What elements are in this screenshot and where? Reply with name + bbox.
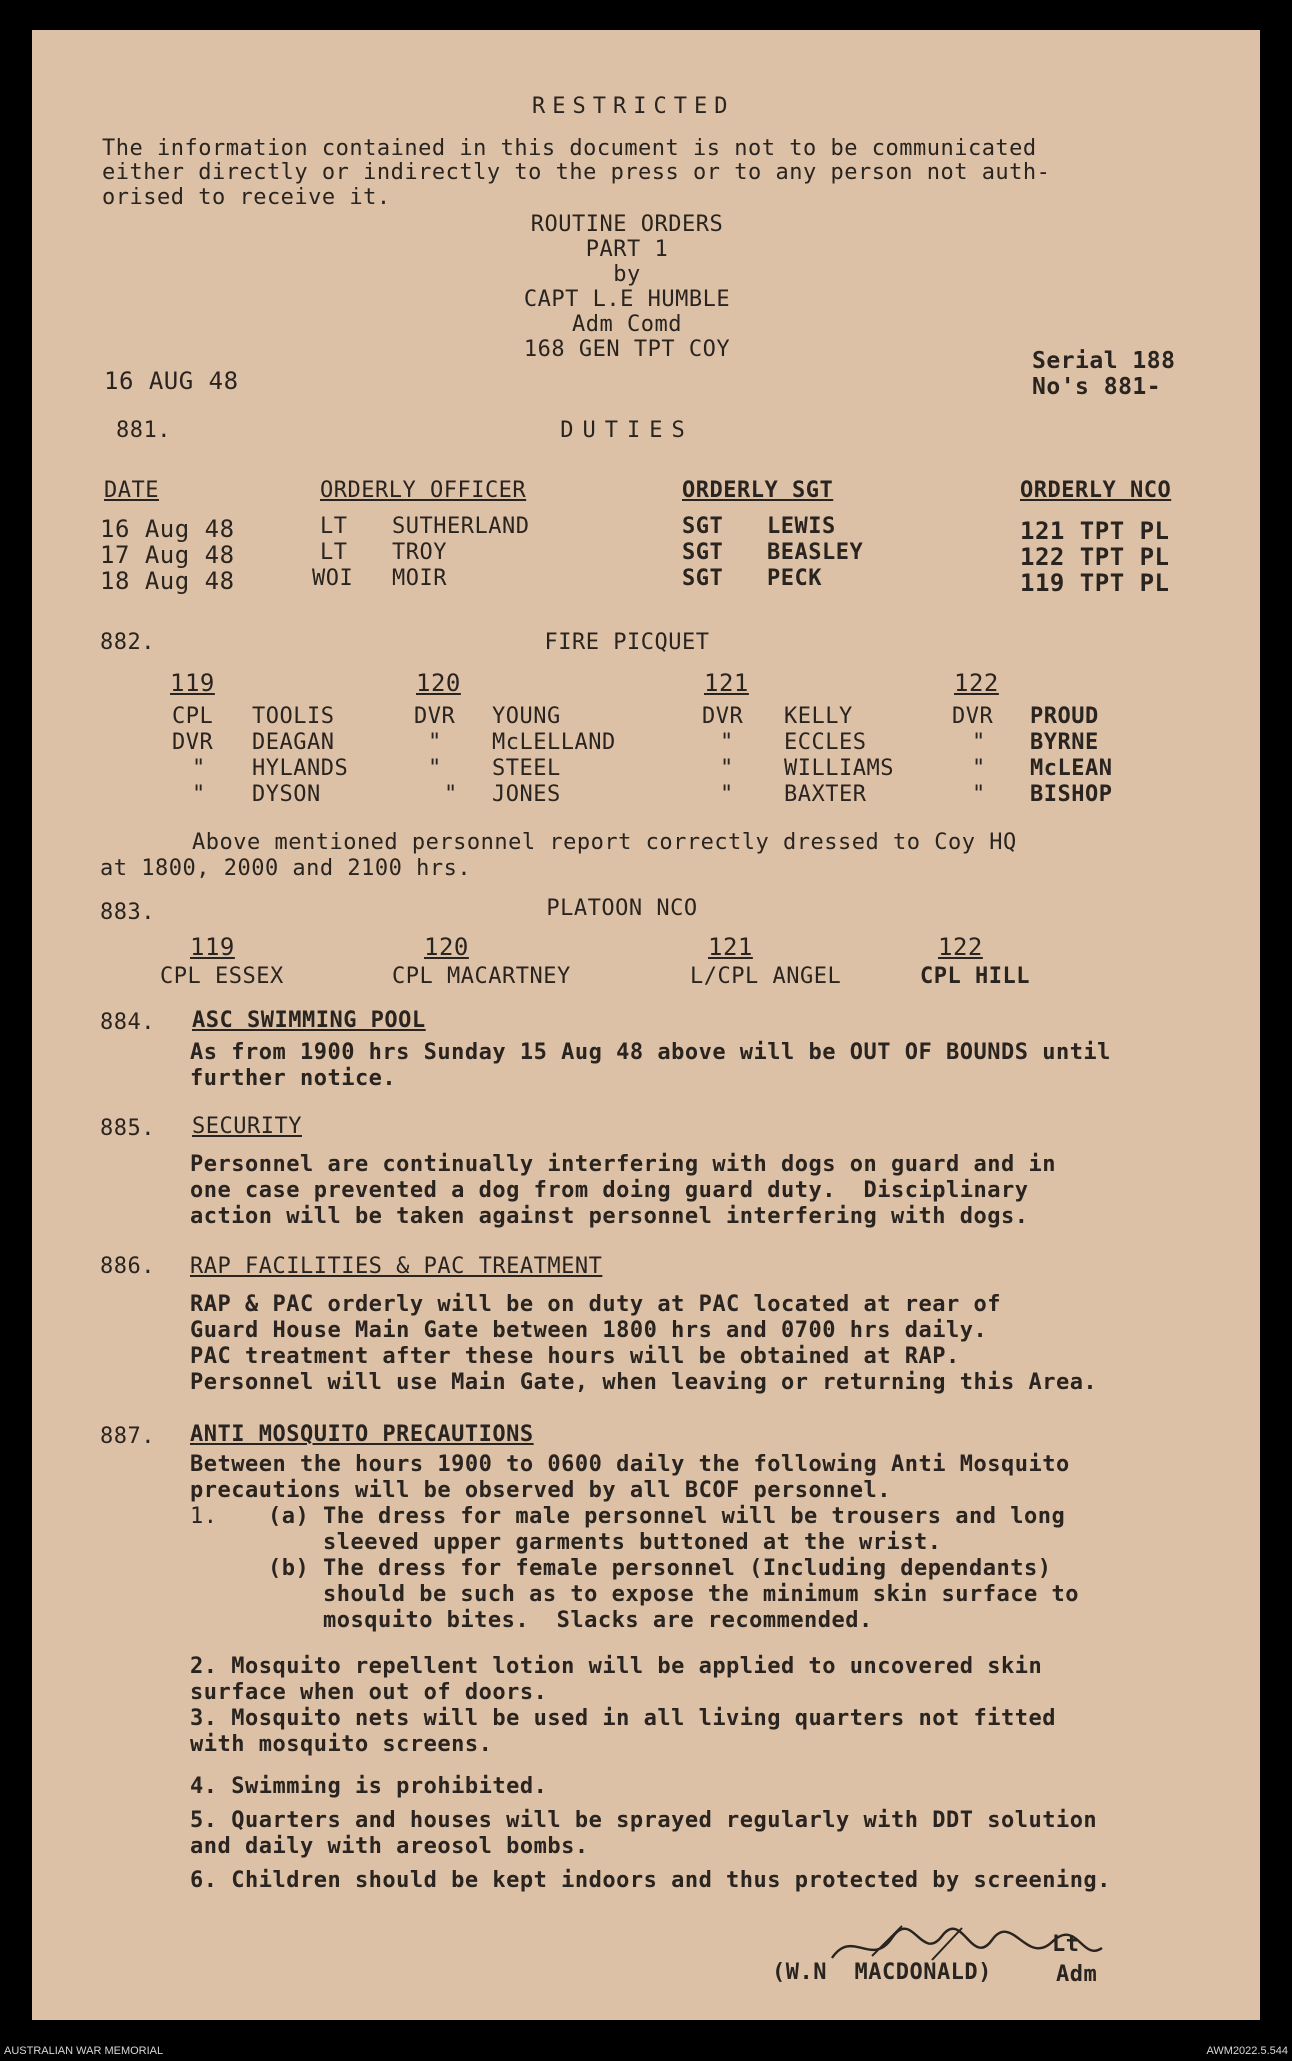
- picquet-row-4-rank-121: ": [720, 782, 734, 807]
- picquet-row-2-rank-119: DVR: [172, 730, 214, 755]
- section-heading-platoon-nco: PLATOON NCO: [546, 896, 698, 921]
- section-number-884: 884.: [100, 1010, 155, 1035]
- picquet-row-1-name-122: PROUD: [1030, 704, 1099, 729]
- picquet-row-2-name-122: BYRNE: [1030, 730, 1099, 755]
- nco-platoon-122: 122: [938, 933, 983, 961]
- picquet-row-1-name-119: TOOLIS: [252, 704, 335, 729]
- section-number-883: 883.: [100, 900, 155, 925]
- duties-col-nco: ORDERLY NCO: [1020, 478, 1172, 503]
- duties-row-2-date: 17 Aug 48: [100, 541, 235, 569]
- section-number-886: 886.: [100, 1254, 155, 1279]
- s887-item1a-line-2: sleeved upper garments buttoned at the wrist.: [268, 1530, 942, 1555]
- section-heading-duties: DUTIES: [560, 418, 694, 443]
- order-date: 16 AUG 48: [104, 367, 239, 395]
- section-number-887: 887.: [100, 1424, 155, 1449]
- signature-name: (W.N MACDONALD): [772, 1960, 992, 1985]
- picquet-row-4-rank-120: ": [444, 782, 458, 807]
- s887-item4: 4. Swimming is prohibited.: [190, 1774, 548, 1799]
- picquet-row-1-name-121: KELLY: [784, 704, 853, 729]
- picquet-row-1-rank-121: DVR: [702, 704, 744, 729]
- title-line-5: Adm Comd: [572, 312, 682, 337]
- footer-accession-number: AWM2022.5.544: [1206, 2045, 1288, 2057]
- picquet-row-2-rank-122: ": [972, 730, 986, 755]
- picquet-row-2-name-119: DEAGAN: [252, 730, 335, 755]
- duties-row-2-sgt-rank: SGT: [682, 540, 724, 565]
- section-heading-rap-facilities: RAP FACILITIES & PAC TREATMENT: [190, 1254, 603, 1279]
- section-number-885: 885.: [100, 1116, 155, 1141]
- s887-item6: 6. Children should be kept indoors and thus protected by screening.: [190, 1868, 1111, 1893]
- picquet-row-3-rank-120: ": [428, 756, 442, 781]
- nco-entry-119: CPL ESSEX: [160, 964, 284, 989]
- duties-row-3-officer-name: MOIR: [392, 566, 447, 591]
- duties-row-1-nco: 121 TPT PL: [1020, 517, 1170, 545]
- duties-row-3-sgt-rank: SGT: [682, 566, 724, 591]
- picquet-platoon-119: 119: [170, 669, 215, 697]
- document-page: [32, 30, 1260, 2020]
- s886-body-line-2: Guard House Main Gate between 1800 hrs and 0700 hrs daily.: [190, 1318, 988, 1343]
- s886-body-line-4: Personnel will use Main Gate, when leaving or returning this Area.: [190, 1370, 1098, 1395]
- title-line-2: PART 1: [585, 237, 669, 262]
- title-line-3: by: [613, 262, 641, 287]
- section-heading-security: SECURITY: [192, 1114, 302, 1139]
- s887-item1-number: 1.: [190, 1504, 218, 1529]
- duties-row-2-officer-name: TROY: [392, 540, 447, 565]
- s887-item2-line-2: surface when out of doors.: [190, 1680, 548, 1705]
- picquet-row-4-rank-122: ": [972, 782, 986, 807]
- duties-row-1-sgt-rank: SGT: [682, 514, 724, 539]
- picquet-row-1-name-120: YOUNG: [492, 704, 561, 729]
- serial-number: Serial 188: [1032, 348, 1176, 374]
- picquet-row-3-name-121: WILLIAMS: [784, 756, 894, 781]
- nco-platoon-120: 120: [424, 933, 469, 961]
- serial-order-range: No's 881-: [1032, 374, 1162, 400]
- picquet-row-4-name-119: DYSON: [252, 782, 321, 807]
- s886-body-line-1: RAP & PAC orderly will be on duty at PAC located at rear of: [190, 1292, 1001, 1317]
- title-line-1: ROUTINE ORDERS: [530, 212, 724, 237]
- picquet-row-2-rank-121: ": [720, 730, 734, 755]
- title-line-6: 168 GEN TPT COY: [523, 337, 731, 362]
- picquet-row-3-name-119: HYLANDS: [252, 756, 349, 781]
- signature-rank: Lt: [1052, 1932, 1080, 1957]
- picquet-row-1-rank-122: DVR: [952, 704, 994, 729]
- duties-col-officer: ORDERLY OFFICER: [320, 478, 527, 503]
- picquet-platoon-120: 120: [416, 669, 461, 697]
- picquet-row-4-rank-119: ": [192, 782, 206, 807]
- picquet-row-4-name-122: BISHOP: [1030, 782, 1113, 807]
- warning-line-1: The information contained in this document is not to be communicated: [102, 136, 1037, 161]
- duties-row-3-nco: 119 TPT PL: [1020, 569, 1170, 597]
- s885-body-line-3: action will be taken against personnel interfering with dogs.: [190, 1204, 1029, 1229]
- picquet-row-1-rank-120: DVR: [414, 704, 456, 729]
- duties-row-3-date: 18 Aug 48: [100, 567, 235, 595]
- duties-row-2-nco: 122 TPT PL: [1020, 543, 1170, 571]
- picquet-row-2-rank-120: ": [428, 730, 442, 755]
- section-heading-anti-mosquito: ANTI MOSQUITO PRECAUTIONS: [190, 1422, 534, 1447]
- duties-row-1-date: 16 Aug 48: [100, 515, 235, 543]
- s887-item3-line-2: with mosquito screens.: [190, 1732, 493, 1757]
- picquet-note-line-1: Above mentioned personnel report correctly dressed to Coy HQ: [192, 830, 1017, 855]
- s887-item1b-line-3: mosquito bites. Slacks are recommended.: [268, 1608, 873, 1633]
- s885-body-line-2: one case prevented a dog from doing guard duty. Disciplinary: [190, 1178, 1029, 1203]
- s887-item1b-line-2: should be such as to expose the minimum skin surface to: [268, 1582, 1079, 1607]
- duties-col-sgt: ORDERLY SGT: [682, 478, 834, 503]
- picquet-row-3-rank-122: ": [972, 756, 986, 781]
- duties-row-1-sgt-name: LEWIS: [767, 514, 836, 539]
- s887-item3-line-1: 3. Mosquito nets will be used in all living quarters not fitted: [190, 1706, 1056, 1731]
- signature-appointment: Adm: [1056, 1962, 1098, 1987]
- duties-row-1-officer-name: SUTHERLAND: [392, 514, 530, 539]
- s885-body-line-1: Personnel are continually interfering with dogs on guard and in: [190, 1152, 1056, 1177]
- section-heading-fire-picquet: FIRE PICQUET: [544, 630, 710, 655]
- s884-body-line-1: As from 1900 hrs Sunday 15 Aug 48 above will be OUT OF BOUNDS until: [190, 1040, 1111, 1065]
- duties-row-3-sgt-name: PECK: [767, 566, 822, 591]
- picquet-row-1-rank-119: CPL: [172, 704, 214, 729]
- warning-line-3: orised to receive it.: [102, 185, 391, 210]
- picquet-row-2-name-121: ECCLES: [784, 730, 867, 755]
- s886-body-line-3: PAC treatment after these hours will be obtained at RAP.: [190, 1344, 960, 1369]
- duties-row-2-sgt-name: BEASLEY: [767, 540, 864, 565]
- section-number-882: 882.: [100, 630, 155, 655]
- classification-heading: RESTRICTED: [532, 94, 735, 119]
- section-heading-swimming-pool: ASC SWIMMING POOL: [192, 1008, 426, 1033]
- picquet-platoon-122: 122: [954, 669, 999, 697]
- footer-institution: AUSTRALIAN WAR MEMORIAL: [4, 2045, 164, 2057]
- section-number-881: 881.: [116, 418, 171, 443]
- picquet-row-4-name-121: BAXTER: [784, 782, 867, 807]
- duties-row-3-officer-rank: WOI: [312, 566, 354, 591]
- duties-row-1-officer-rank: LT: [320, 514, 348, 539]
- picquet-row-3-name-120: STEEL: [492, 756, 561, 781]
- picquet-platoon-121: 121: [704, 669, 749, 697]
- duties-col-date: DATE: [104, 478, 159, 503]
- picquet-row-3-rank-119: ": [192, 756, 206, 781]
- nco-entry-120: CPL MACARTNEY: [392, 964, 571, 989]
- s887-intro-line-2: precautions will be observed by all BCOF personnel.: [190, 1478, 892, 1503]
- picquet-row-3-name-122: McLEAN: [1030, 756, 1113, 781]
- title-line-4: CAPT L.E HUMBLE: [523, 287, 731, 312]
- picquet-row-4-name-120: JONES: [492, 782, 561, 807]
- s887-item5-line-1: 5. Quarters and houses will be sprayed regularly with DDT solution: [190, 1808, 1098, 1833]
- nco-platoon-119: 119: [190, 933, 235, 961]
- s887-item2-line-1: 2. Mosquito repellent lotion will be applied to uncovered skin: [190, 1654, 1043, 1679]
- s887-item1b-line-1: (b) The dress for female personnel (Including dependants): [268, 1556, 1052, 1581]
- s887-item1a-line-1: (a) The dress for male personnel will be trousers and long: [268, 1504, 1066, 1529]
- nco-entry-121: L/CPL ANGEL: [690, 964, 842, 989]
- duties-row-2-officer-rank: LT: [320, 540, 348, 565]
- warning-line-2: either directly or indirectly to the press or to any person not auth-: [102, 160, 1051, 185]
- nco-platoon-121: 121: [708, 933, 753, 961]
- s884-body-line-2: further notice.: [190, 1066, 397, 1091]
- picquet-row-3-rank-121: ": [720, 756, 734, 781]
- picquet-note-line-2: at 1800, 2000 and 2100 hrs.: [100, 856, 472, 881]
- s887-intro-line-1: Between the hours 1900 to 0600 daily the following Anti Mosquito: [190, 1452, 1070, 1477]
- s887-item5-line-2: and daily with areosol bombs.: [190, 1834, 589, 1859]
- picquet-row-2-name-120: McLELLAND: [492, 730, 616, 755]
- nco-entry-122: CPL HILL: [920, 964, 1030, 989]
